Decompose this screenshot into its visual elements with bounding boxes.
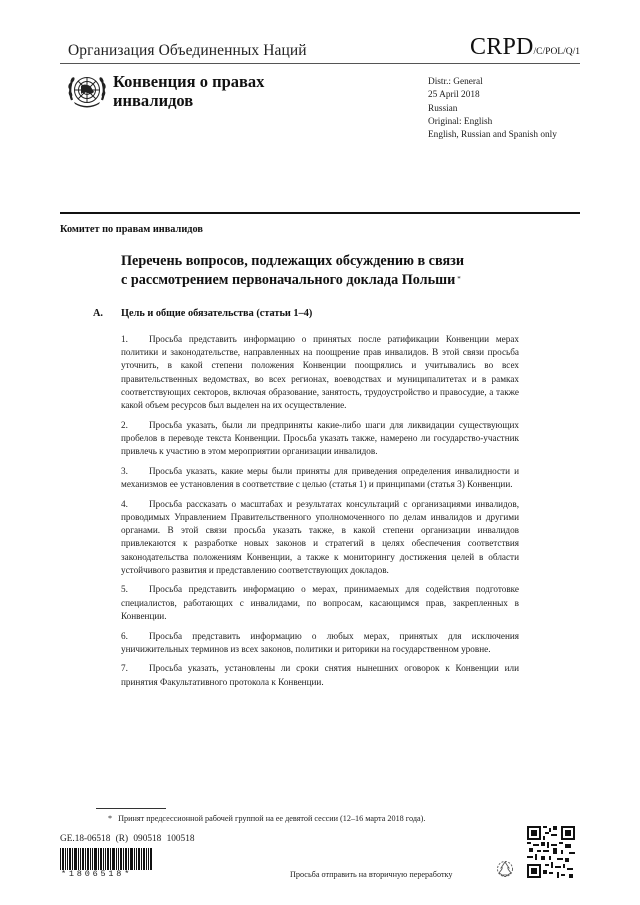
- paragraph-text: Просьба представить информацию о любых мерах, принятых для исключения уничижительных терминов из всех законов, политики и риторики на государственном уровне.: [121, 630, 519, 654]
- paragraph: [121, 498, 519, 577]
- convention-title-line1: Конвенция о правах: [113, 72, 265, 91]
- paragraph-text: Просьба указать, установлены ли сроки снятия нынешних оговорок к Конвенции или принятия Факультативного протокола к Конвенции.: [121, 663, 519, 687]
- recycle-icon: [496, 860, 514, 878]
- distr-languages-only: English, Russian and Spanish only: [428, 130, 557, 141]
- paragraph-text: Просьба указать, какие меры были приняты для приведения определения инвалидности и механизмов ее установления в соответствие с целью (статья 1) и принципами (статья 3) Конвенции.: [121, 465, 519, 490]
- paragraph-list: [121, 333, 519, 695]
- qr-code-icon: [527, 826, 575, 878]
- footnote-rule: [96, 808, 166, 809]
- committee-name: Комитет по правам инвалидов: [60, 224, 203, 235]
- footnote-marker[interactable]: *: [457, 274, 461, 283]
- distr-general: Distr.: General: [428, 77, 483, 87]
- title-line2: с рассмотрением первоначального доклада Польши: [121, 271, 456, 288]
- section-letter: A.: [93, 308, 104, 319]
- paragraph-text: Просьба представить информацию о мерах, принимаемых для содействия подготовке специалистов, работающих с инвалидами, по вопросам, касающимся прав, закрепленных в Конвенции.: [121, 584, 519, 621]
- paragraph-number: 6.: [121, 630, 128, 641]
- distr-original: Original: English: [428, 116, 493, 127]
- paragraph: [121, 465, 519, 491]
- job-number: GE.18-06518 (R) 090518 100518: [60, 834, 195, 844]
- header-rule: [60, 63, 580, 64]
- symbol-suffix: /C/POL/Q/1: [533, 47, 580, 57]
- document-symbol: [470, 34, 580, 61]
- convention-title: [113, 72, 264, 110]
- title-line1: Перечень вопросов, подлежащих обсуждению в связи: [121, 253, 464, 269]
- paragraph-number: 3.: [121, 465, 128, 476]
- paragraph-number: 4.: [121, 498, 128, 509]
- distribution-block: [428, 76, 557, 142]
- symbol-main: CRPD: [470, 34, 534, 60]
- paragraph: [121, 662, 519, 688]
- footnote-text: Принят предсессионной рабочей группой на ее девятой сессии (12–16 марта 2018 года).: [118, 814, 426, 823]
- barcode-icon: [60, 848, 152, 870]
- document-title: [121, 253, 464, 289]
- convention-title-line2: инвалидов: [113, 91, 194, 110]
- section-rule: [60, 212, 580, 214]
- footnote: [108, 814, 425, 823]
- un-emblem-icon: [66, 70, 108, 112]
- paragraph: [121, 630, 519, 656]
- paragraph-text: Просьба указать, были ли предприняты какие-либо шаги для ликвидации существующих пробелов в переводе текста Конвенции. Просьба указать также, намерено ли государство-участник привлечь к участию в этом мероприятии организации инвалидов.: [121, 419, 519, 457]
- recycle-text: Просьба отправить на вторичную переработку: [290, 870, 453, 879]
- paragraph: [121, 583, 519, 623]
- paragraph-number: 2.: [121, 419, 128, 430]
- paragraph: [121, 333, 519, 412]
- paragraph-number: 1.: [121, 334, 128, 344]
- distr-date: 25 April 2018: [428, 90, 480, 101]
- paragraph-text: Просьба рассказать о масштабах и результатах консультаций с организациями инвалидов, проводимых Управлением Правительственного уполномоченного по делам инвалидов и другими органами. В этой связи просьба указать также, в какой степени организации инвалидов привлекаются к разработке новых законов и стратегий в целях обеспечения соответствия законодательства положениям Конвенции, а также к мониторингу достижения целей в области устойчивого развития и представлению соответствующих докладов.: [121, 498, 519, 575]
- section-title: Цель и общие обязательства (статьи 1–4): [121, 308, 313, 319]
- paragraph-number: 7.: [121, 663, 128, 674]
- organization-name: Организация Объединенных Наций: [68, 42, 307, 59]
- paragraph-number: 5.: [121, 584, 128, 595]
- paragraph: [121, 419, 519, 459]
- barcode-text: *1806518*: [61, 869, 133, 879]
- section-heading: [93, 308, 312, 319]
- paragraph-text: Просьба представить информацию о принятых после ратификации Конвенции мерах политики и законодательстве, направленных на поощрение прав инвалидов. В этой связи просьба уточнить, в какой степени положения Конвенции поощрялись и учитывались во всех правительственных ведомствах, во всех регионах, воеводствах и муниципалитетах и в рамках соответствующих секторов, включая образование, занятость, трудоустройство и правосудие, а также какой объем ресурсов был выделен на их осуществление.: [121, 334, 519, 411]
- footnote-star: *: [108, 814, 113, 823]
- distr-language: Russian: [428, 103, 458, 114]
